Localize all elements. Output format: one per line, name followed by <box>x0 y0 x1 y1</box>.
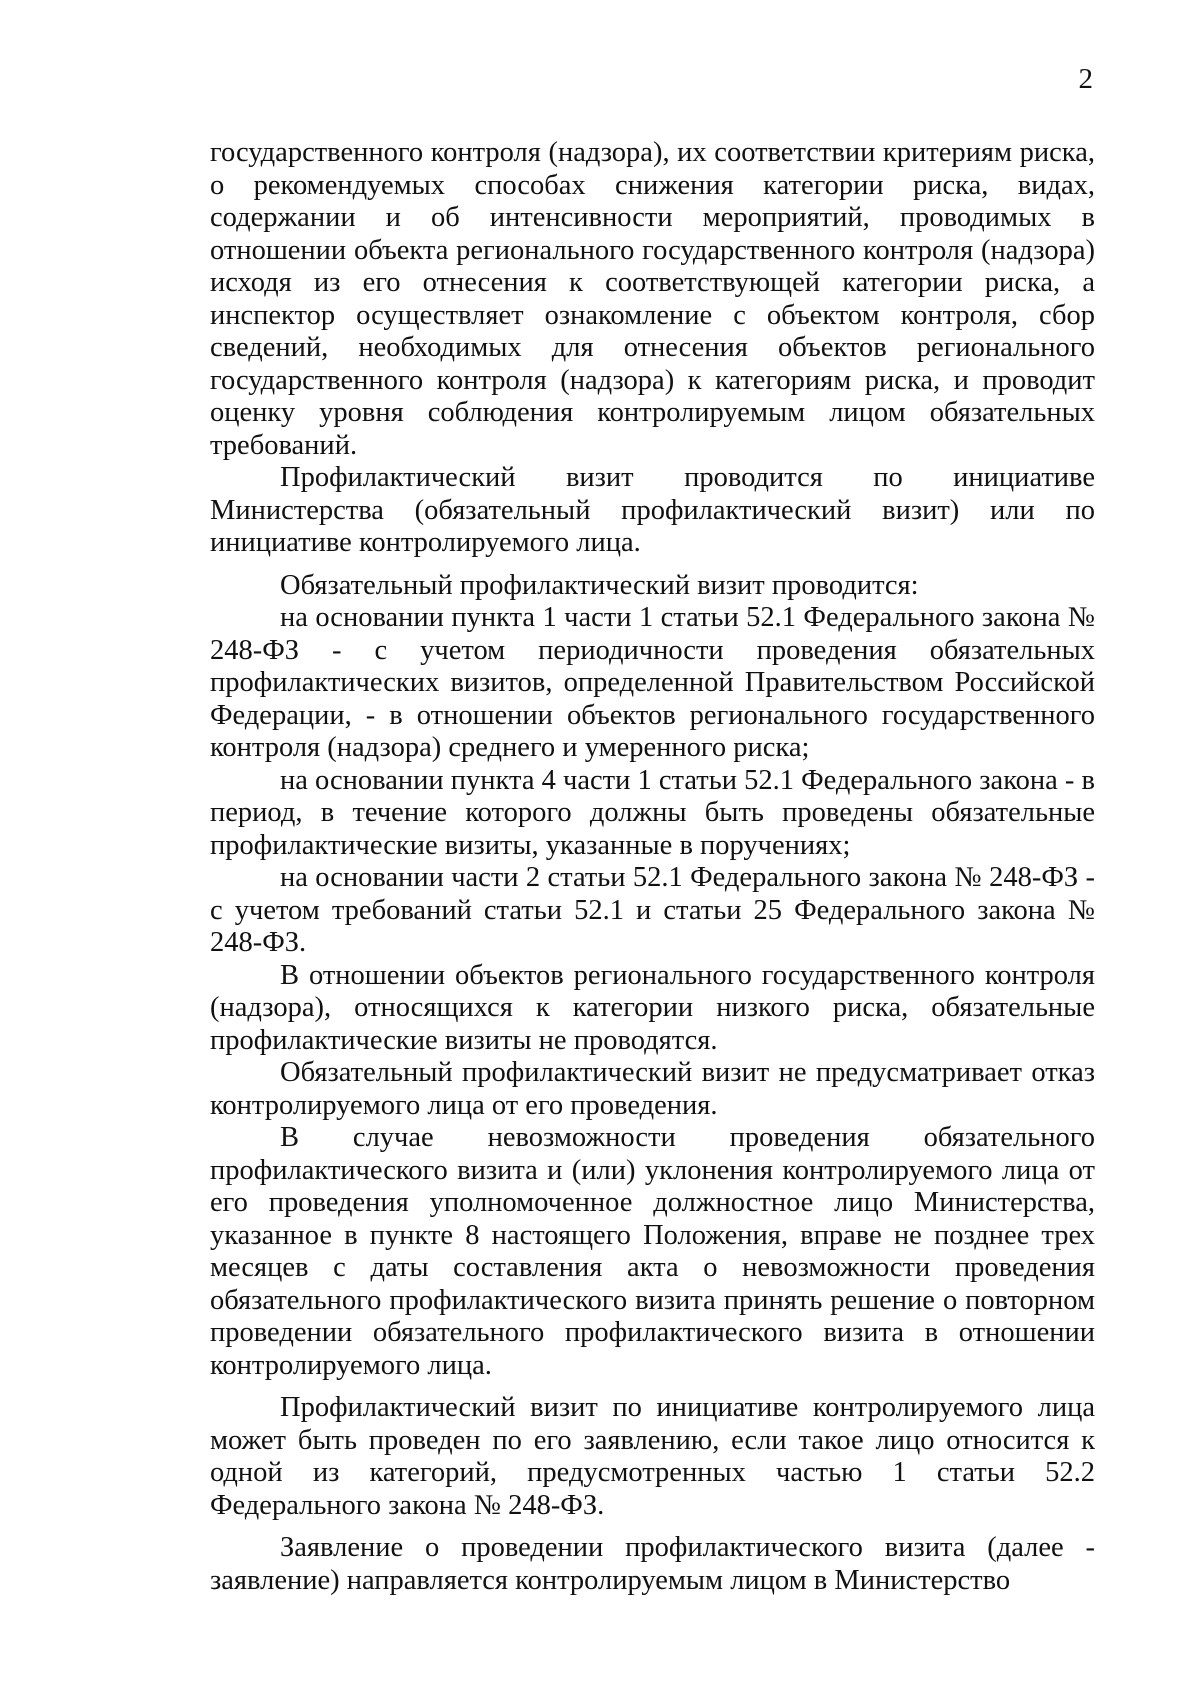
paragraph-visit-initiative: Профилактический визит проводится по инициативе Министерства (обязательный профилактический визит) или по инициативе контролируемого лица. <box>210 462 1095 558</box>
paragraph-continuation: государственного контроля (надзора), их соответствии критериям риска, о рекомендуемых способах снижения категории риска, видах, содержании и об интенсивности мероприятий, проводимых в отношении объекта регионального государственного контроля (надзора) исходя из его отнесения к соответствующей категории риска, а инспектор осуществляет ознакомление с объектом контроля, сбор сведений, необходимых для отнесения объектов регионального государственного контроля (надзора) к категориям риска, и проводит оценку уровня соблюдения контролируемым лицом обязательных требований. <box>210 137 1095 461</box>
paragraph-application: Заявление о проведении профилактического визита (далее - заявление) направляется контролируемым лицом в Министерство <box>210 1532 1095 1596</box>
document-body <box>210 137 1095 1597</box>
paragraph-no-refusal: Обязательный профилактический визит не предусматривает отказ контролируемого лица от его проведения. <box>210 1057 1095 1121</box>
paragraph-initiative-visit: Профилактический визит по инициативе контролируемого лица может быть проведен по его заявлению, если такое лицо относится к одной из категорий, предусмотренных частью 1 статьи 52.2 Федерального закона № 248-ФЗ. <box>210 1392 1095 1521</box>
paragraph-basis-point-4: на основании пункта 4 части 1 статьи 52.1 Федерального закона - в период, в течение которого должны быть проведены обязательные профилактические визиты, указанные в поручениях; <box>210 764 1095 861</box>
paragraph-low-risk: В отношении объектов регионального государственного контроля (надзора), относящихся к категории низкого риска, обязательные профилактические визиты не проводятся. <box>210 959 1095 1056</box>
paragraph-basis-part-2: на основании части 2 статьи 52.1 Федерального закона № 248-ФЗ - с учетом требований статьи 52.1 и статьи 25 Федерального закона № 248-ФЗ. <box>210 862 1095 958</box>
paragraph-basis-point-1: на основании пункта 1 части 1 статьи 52.1 Федерального закона № 248-ФЗ - с учетом периодичности проведения обязательных профилактических визитов, определенной Правительством Российской Федерации, - в отношении объектов регионального государственного контроля (надзора) среднего и умеренного риска; <box>210 602 1095 763</box>
page-number: 2 <box>1078 63 1093 95</box>
paragraph-impossibility: В случае невозможности проведения обязательного профилактического визита и (или) уклонения контролируемого лица от его проведения уполномоченное должностное лицо Министерства, указанное в пункте 8 настоящего Положения, вправе не позднее трех месяцев с даты составления акта о невозможности проведения обязательного профилактического визита принять решение о повторном проведении обязательного профилактического визита в отношении контролируемого лица. <box>210 1122 1095 1381</box>
paragraph-mandatory-visit-intro: Обязательный профилактический визит проводится: <box>280 569 919 601</box>
